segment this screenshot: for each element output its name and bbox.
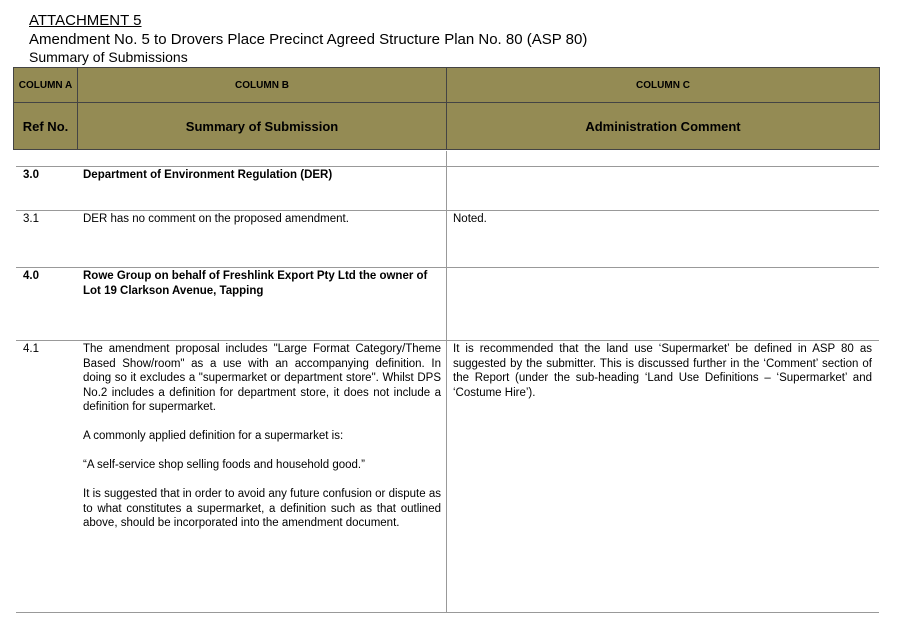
- column-c-header: COLUMN C: [447, 68, 880, 103]
- summary-header: Summary of Submission: [78, 103, 447, 150]
- table-row-summary: Rowe Group on behalf of Freshlink Export Pty Ltd the owner of Lot 19 Clarkson Avenue, Tapping: [83, 270, 428, 297]
- row-separator: [16, 612, 879, 613]
- attachment-label: ATTACHMENT 5: [29, 12, 142, 29]
- column-b-header: COLUMN B: [78, 68, 447, 103]
- row-separator: [16, 210, 879, 211]
- table-row-comment: It is recommended that the land use ‘Supermarket’ be defined in ASP 80 as suggested by the submitter. This is discussed further in the ‘Comment’ section of the Report (under the sub-heading ‘Land Use Definitions – ‘Supermarket’ and ‘Costume Hire’).: [453, 343, 872, 399]
- summary-paragraph: “A self-service shop selling foods and household good.”: [83, 459, 365, 471]
- table-row-summary: [83, 342, 441, 545]
- table-row-comment: Noted.: [453, 213, 487, 225]
- row-separator: [16, 267, 879, 268]
- column-divider: [446, 151, 447, 612]
- row-separator: [16, 340, 879, 341]
- column-a-header: COLUMN A: [14, 68, 78, 103]
- row-separator: [16, 166, 879, 167]
- admin-comment-header: Administration Comment: [447, 103, 880, 150]
- ref-no-header: Ref No.: [14, 103, 78, 150]
- summary-paragraph: It is suggested that in order to avoid any future confusion or dispute as to what constitutes a supermarket, a definition such as that outlined above, should be incorporated into the amendment document.: [83, 488, 441, 529]
- document-title: Amendment No. 5 to Drovers Place Precinct Agreed Structure Plan No. 80 (ASP 80): [29, 31, 588, 48]
- document-subtitle: Summary of Submissions: [29, 49, 188, 65]
- table-row-ref: 3.1: [23, 213, 39, 225]
- table-header: [13, 67, 880, 150]
- summary-paragraph: The amendment proposal includes "Large Format Category/Theme Based Show/room" as a use with an accompanying definition. In doing so it excludes a "supermarket or department store". Whilst DPS No.2 includes a definition for department store, it does not include a definition for supermarket.: [83, 343, 441, 413]
- table-row-summary: Department of Environment Regulation (DER): [83, 169, 333, 181]
- summary-paragraph: A commonly applied definition for a supermarket is:: [83, 430, 344, 442]
- table-row-summary: DER has no comment on the proposed amendment.: [83, 213, 349, 225]
- table-row-ref: 3.0: [23, 169, 39, 181]
- table-row-ref: 4.0: [23, 270, 39, 282]
- table-row-ref: 4.1: [23, 343, 39, 355]
